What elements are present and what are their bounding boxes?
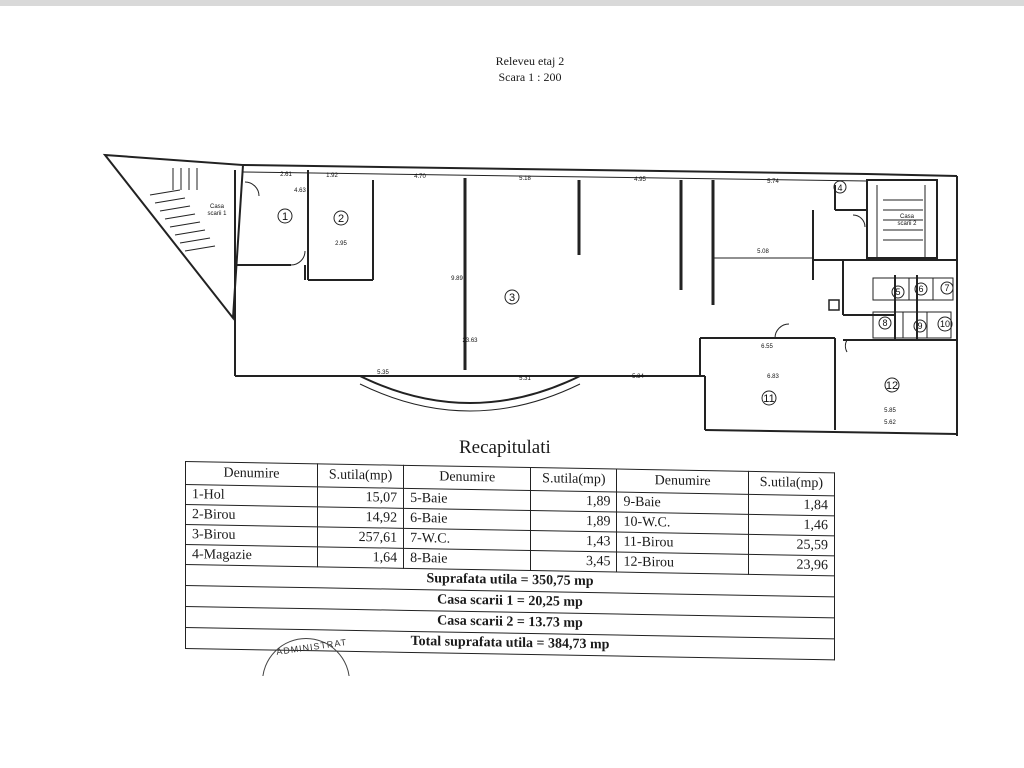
outer-wall-right — [867, 174, 957, 176]
svg-text:9: 9 — [917, 321, 923, 331]
room-name: 9-Baie — [617, 492, 748, 514]
dim-top-6: 5.74 — [767, 179, 779, 185]
room-name: 7-W.C. — [404, 528, 531, 550]
svg-text:scarii 2: scarii 2 — [897, 221, 917, 227]
room-11-label — [762, 391, 776, 405]
svg-text:4: 4 — [837, 183, 843, 193]
dim-span: 23.63 — [462, 338, 478, 344]
room-name: 10-W.C. — [617, 512, 748, 534]
room-area: 3,45 — [531, 551, 617, 573]
plan-title: Releveu etaj 2 — [495, 54, 565, 68]
dim-bot-1: 5.35 — [377, 370, 389, 376]
room-2-label — [334, 211, 348, 225]
dim-bot-3: 5.34 — [632, 374, 644, 380]
recap-heading: Recapitulati — [459, 437, 551, 458]
grand-total-area: Total suprafata utila = 384,73 mp — [186, 628, 835, 660]
col-header: Denumire — [186, 462, 318, 487]
svg-text:2: 2 — [337, 213, 345, 225]
room-area: 14,92 — [317, 507, 403, 529]
dim-mid-4: 4.63 — [294, 188, 306, 194]
room-1-label — [278, 209, 292, 223]
stair-2-area: Casa scarii 2 = 13.73 mp — [186, 607, 835, 639]
dim-bot-2: 5.31 — [519, 376, 531, 382]
svg-text:1: 1 — [281, 211, 289, 223]
stair-1-area: Casa scarii 1 = 20,25 mp — [186, 586, 835, 618]
dim-bot-4: 5.85 — [884, 408, 896, 414]
room-area: 15,07 — [317, 487, 403, 509]
plan-scale: Scara 1 : 200 — [498, 70, 562, 84]
column — [829, 300, 839, 310]
room-area: 257,61 — [317, 527, 403, 549]
dim-mid-5: 9.89 — [451, 276, 463, 282]
triangle-stair-wing — [105, 155, 243, 318]
stair-1-label: Casa — [209, 204, 225, 210]
svg-text:7: 7 — [944, 283, 950, 293]
room-area: 25,59 — [748, 534, 834, 556]
svg-text:6: 6 — [918, 284, 924, 294]
col-header: Denumire — [617, 469, 748, 494]
room-name: 11-Birou — [617, 532, 748, 554]
col-header: S.utila(mp) — [531, 468, 617, 493]
svg-text:3: 3 — [508, 292, 516, 304]
col-header: Denumire — [404, 465, 531, 490]
room-name: 1-Hol — [186, 485, 318, 507]
area-table — [185, 461, 835, 660]
room-name: 2-Birou — [186, 505, 318, 527]
room-name: 5-Baie — [404, 488, 531, 510]
floor-plan — [95, 140, 975, 440]
room-area: 23,96 — [748, 554, 834, 576]
svg-text:5: 5 — [895, 287, 901, 297]
room-name: 3-Birou — [186, 525, 318, 547]
dim-mid-2: 5.08 — [757, 249, 769, 255]
dim-top-5: 4.95 — [634, 177, 646, 183]
room-area: 1,64 — [317, 547, 403, 569]
svg-text:scarii 1: scarii 1 — [207, 211, 227, 217]
svg-text:10: 10 — [939, 319, 951, 329]
room-area: 1,84 — [748, 494, 834, 516]
room-3-label — [505, 290, 519, 304]
col-header: S.utila(mp) — [317, 464, 403, 489]
room-area: 1,46 — [748, 514, 834, 536]
room-area: 1,89 — [531, 491, 617, 513]
dim-mid-7: 6.83 — [767, 374, 779, 380]
svg-text:8: 8 — [882, 318, 888, 328]
col-header: S.utila(mp) — [748, 471, 834, 496]
room-10-label — [938, 317, 952, 331]
room-8-label — [879, 317, 891, 329]
room-name: 12-Birou — [617, 552, 748, 574]
stair-2-label: Casa — [899, 214, 915, 220]
usable-area-total: Suprafata utila = 350,75 mp — [186, 565, 835, 597]
dim-top-4: 5.18 — [519, 176, 531, 182]
svg-text:12: 12 — [885, 380, 899, 392]
room-name: 8-Baie — [404, 548, 531, 570]
dim-mid-3: 2.95 — [335, 241, 347, 247]
dim-top-2: 1.92 — [326, 173, 338, 179]
room-area: 1,89 — [531, 511, 617, 533]
room-12-label — [885, 378, 899, 392]
dim-top-3: 4.70 — [414, 174, 426, 180]
room-area: 1,43 — [531, 531, 617, 553]
room-name: 4-Magazie — [186, 545, 318, 567]
room-9-label — [914, 320, 926, 332]
room-5-label — [892, 286, 904, 298]
official-stamp — [262, 636, 352, 676]
room-name: 6-Baie — [404, 508, 531, 530]
svg-text:11: 11 — [763, 393, 775, 405]
dim-mid-6: 6.55 — [761, 344, 773, 350]
curved-bay-wall — [360, 376, 580, 403]
scan-edge — [0, 0, 1024, 6]
room-7-label — [941, 282, 953, 294]
dim-mid-8: 5.62 — [884, 420, 896, 426]
stamp-text: ADMINISTRAT — [275, 637, 348, 657]
dim-top-1: 2.61 — [280, 172, 292, 178]
